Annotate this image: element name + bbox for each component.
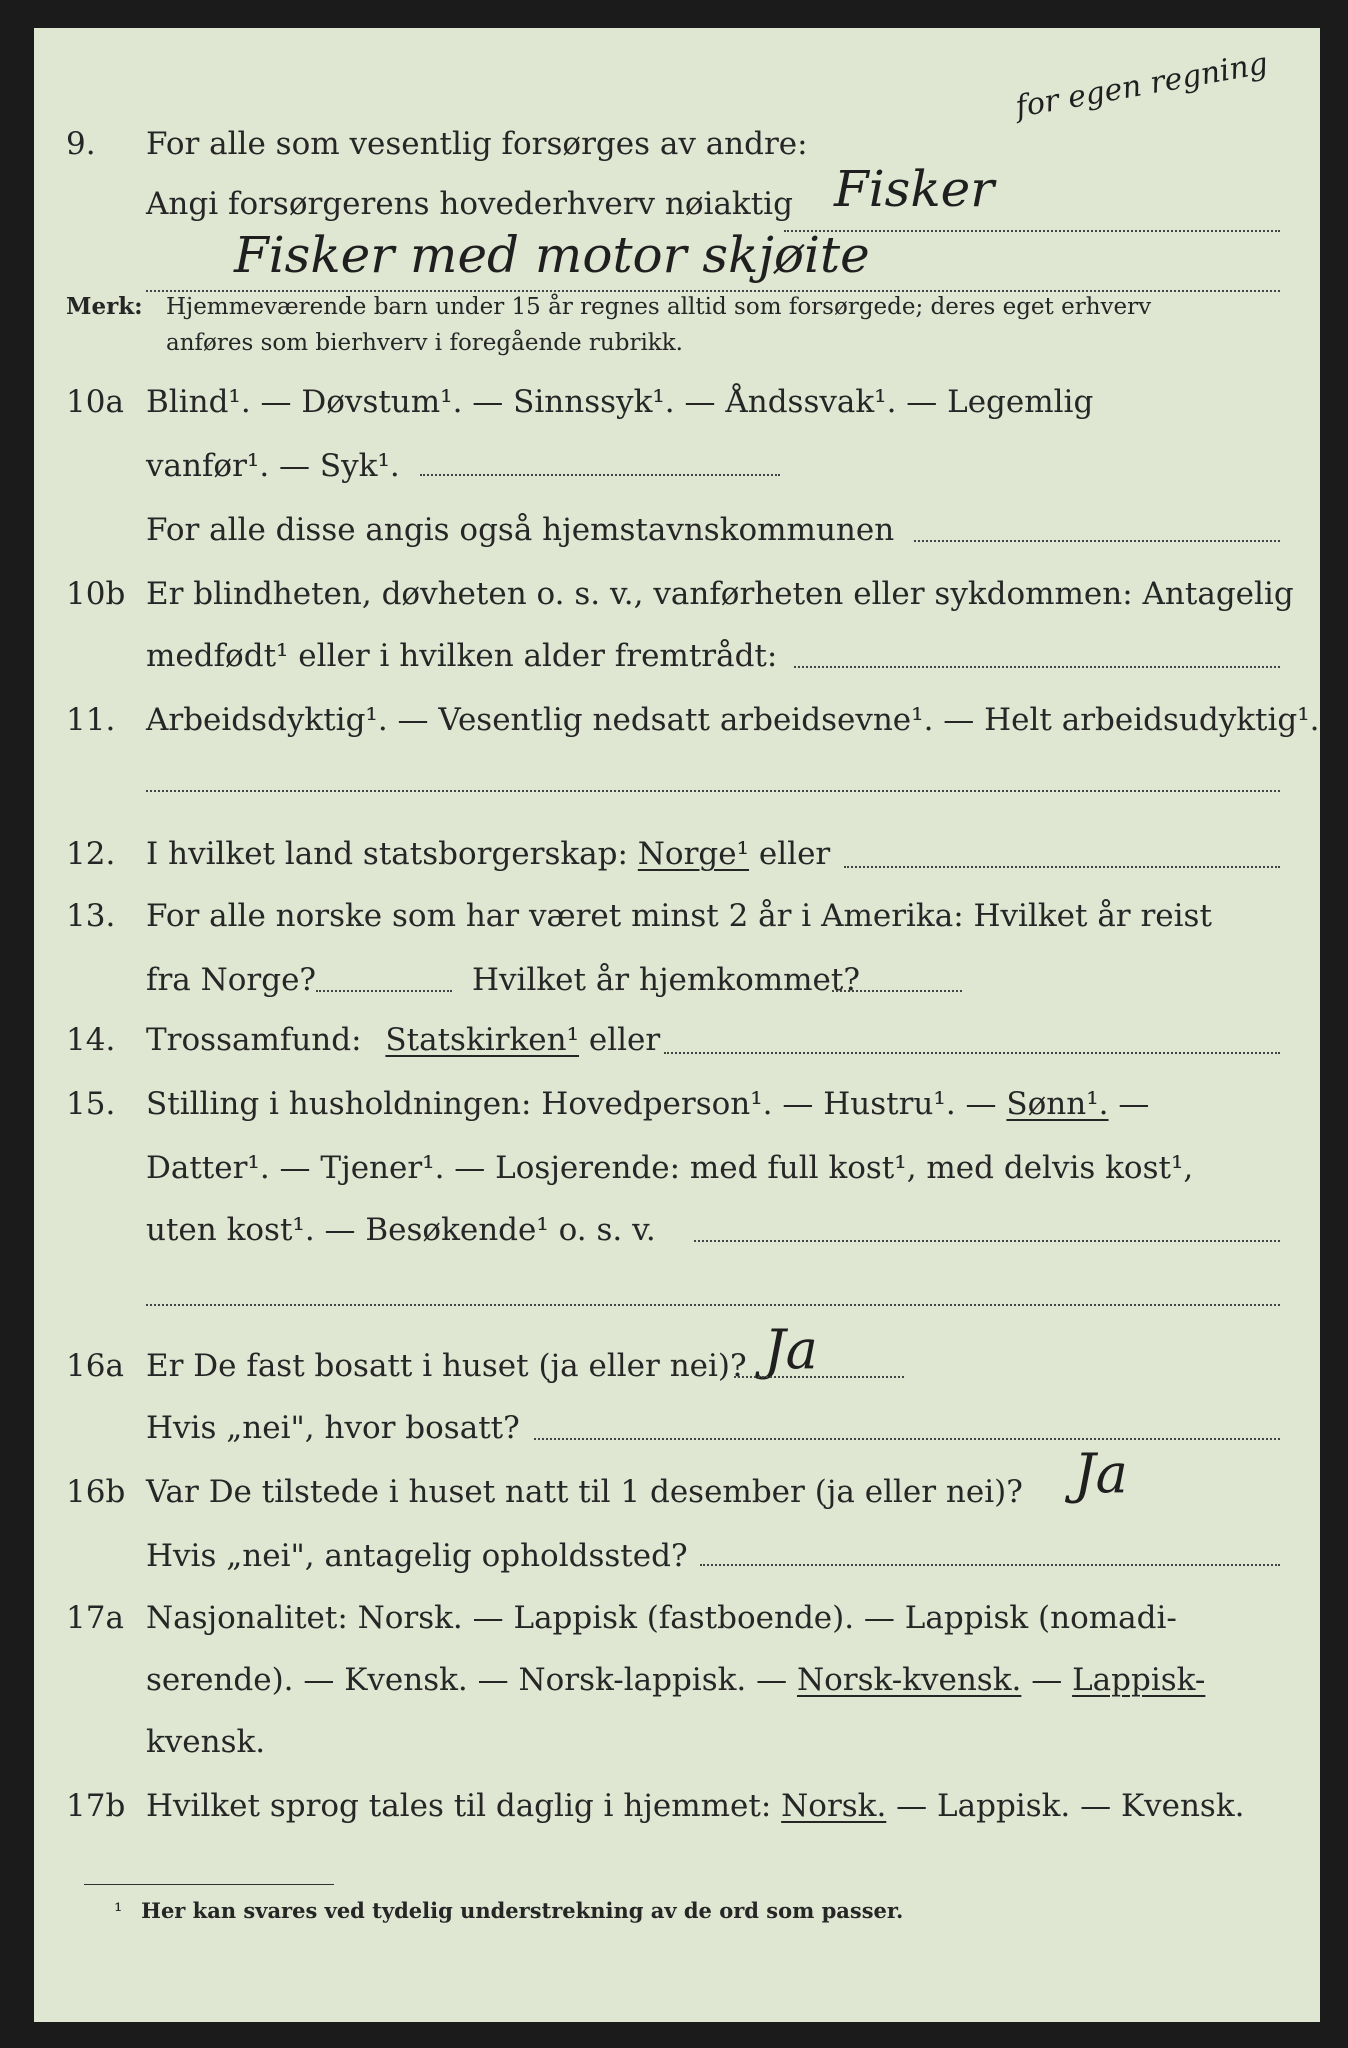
- q10a-answer-line: [420, 474, 780, 476]
- q17a-question-text-3: kvensk.: [146, 1724, 266, 1760]
- q17a-number: 17a: [66, 1600, 124, 1636]
- merk-text-2: anføres som bierhverv i foregående rubrikk.: [166, 330, 683, 356]
- q10b-row-1: [34, 566, 1320, 622]
- q15-text-group: [146, 1076, 1149, 1132]
- q16a-question-text: Er De fast bosatt i huset (ja eller nei)?: [146, 1348, 747, 1384]
- q17a-question-text: Nasjonalitet: Norsk. — Lappisk (fastboende). — Lappisk (nomadi-: [146, 1600, 1177, 1636]
- q17a-selected-norsk-kvensk: Norsk-kvensk.: [796, 1662, 1022, 1698]
- q15-row-2: [34, 1140, 1320, 1196]
- q17a-text-group: [146, 1652, 1205, 1708]
- q11-row-1: [34, 692, 1320, 748]
- footnote-divider: [84, 1884, 334, 1885]
- merk-label: Merk:: [66, 293, 143, 320]
- q9-number: 9.: [66, 126, 96, 162]
- q15-question-text-3: uten kost¹. — Besøkende¹ o. s. v.: [146, 1212, 656, 1248]
- q13-row-1: [34, 888, 1320, 944]
- q16b-opholdssted-line: [700, 1564, 1280, 1566]
- q9-row-2: [34, 176, 1320, 232]
- q11-question-text: Arbeidsdyktig¹. — Vesentlig nedsatt arbeidsevne¹. — Helt arbeidsudyktig¹.: [146, 702, 1320, 738]
- q10a-question-text: Blind¹. — Døvstum¹. — Sinnssyk¹. — Åndssvak¹. — Legemlig: [146, 384, 1094, 420]
- q10a-hjemstavn-line: [914, 540, 1280, 542]
- q9-row-1: [34, 116, 1320, 172]
- q17a-selected-lappisk: Lappisk-: [1072, 1662, 1206, 1698]
- q12-question-text: I hvilket land statsborgerskap:: [146, 836, 628, 872]
- q15-dash: —: [1118, 1086, 1150, 1122]
- footnote-mark: ¹: [114, 1899, 123, 1923]
- q10b-row-2: [34, 628, 1320, 684]
- q16b-question-text: Var De tilstede i huset natt til 1 desember (ja eller nei)?: [146, 1474, 1023, 1510]
- q10a-row-2: [34, 438, 1320, 494]
- q13-question-text: For alle norske som har været minst 2 år i Amerika: Hvilket år reist: [146, 898, 1212, 934]
- q17b-number: 17b: [66, 1788, 126, 1824]
- q16a-bosatt-line: [534, 1438, 1280, 1440]
- footnote-text: Her kan svares ved tydelig understrekning av de ord som passer.: [141, 1898, 904, 1923]
- q16a-answer-line: [734, 1376, 904, 1378]
- q14-question-text: Trossamfund:: [146, 1022, 362, 1058]
- merk-text-1: Hjemmeværende barn under 15 år regnes alltid som forsørgede; deres eget erhverv: [166, 294, 1152, 320]
- q13-hjemkommet: Hvilket år hjemkommet?: [472, 962, 860, 998]
- q15-row-1: [34, 1076, 1320, 1132]
- q17b-text-group: [146, 1778, 1244, 1834]
- q9-margin-note: for egen regning: [1012, 46, 1271, 125]
- q11-answer-line: [146, 790, 1280, 792]
- q17a-row-1: [34, 1590, 1320, 1646]
- q16a-row-1: [34, 1338, 1320, 1394]
- q16a-question-text-2: Hvis „nei", hvor bosatt?: [146, 1410, 520, 1446]
- q15-number: 15.: [66, 1086, 116, 1122]
- q16b-question-text-2: Hvis „nei", antagelig opholdssted?: [146, 1538, 688, 1574]
- q12-eller: eller: [758, 836, 831, 872]
- q12-text-group: [146, 826, 830, 882]
- q12-number: 12.: [66, 836, 116, 872]
- q17b-other-options: — Lappisk. — Kvensk.: [896, 1788, 1245, 1824]
- q17b-selected-norsk: Norsk.: [781, 1788, 887, 1824]
- q17b-question-text: Hvilket sprog tales til daglig i hjemmet:: [146, 1788, 772, 1824]
- q10a-row-3: [34, 502, 1320, 558]
- q12-row: [34, 826, 1320, 882]
- q9-handwritten-answer: Fisker: [834, 160, 995, 218]
- q15-answer-line-2: [146, 1304, 1280, 1306]
- q12-selected-norge: Norge¹: [637, 836, 750, 872]
- q10a-number: 10a: [66, 384, 124, 420]
- q15-answer-line: [694, 1240, 1280, 1242]
- q10b-question-text: Er blindheten, døvheten o. s. v., vanførheten eller sykdommen: Antagelig: [146, 576, 1294, 612]
- q10b-number: 10b: [66, 576, 126, 612]
- census-form-page: [34, 28, 1320, 2022]
- q16b-number: 16b: [66, 1474, 126, 1510]
- q10b-answer-line: [794, 666, 1280, 668]
- q14-answer-line: [664, 1052, 1280, 1054]
- q10b-question-text-2: medfødt¹ eller i hvilken alder fremtrådt:: [146, 638, 778, 674]
- q13-row-2: [34, 952, 1320, 1008]
- footnote: [114, 1898, 903, 1923]
- q10a-question-text-2: vanfør¹. — Syk¹.: [146, 448, 400, 484]
- q17a-question-text-2: serende). — Kvensk. — Norsk-lappisk. —: [146, 1662, 788, 1698]
- q14-row: [34, 1012, 1320, 1068]
- q15-question-text: Stilling i husholdningen: Hovedperson¹. — Hustru¹. —: [146, 1086, 997, 1122]
- q9-handwritten-answer-2: Fisker med motor skjøite: [234, 226, 870, 284]
- q11-number: 11.: [66, 702, 116, 738]
- q14-selected-statskirken: Statskirken¹: [385, 1022, 579, 1058]
- q17a-row-2: [34, 1652, 1320, 1708]
- q16a-handwritten-answer: Ja: [764, 1318, 818, 1381]
- q17b-row: [34, 1778, 1320, 1834]
- q15-row-3: [34, 1202, 1320, 1258]
- q13-hjemkommet-line: [832, 990, 962, 992]
- q13-reist-line: [316, 990, 452, 992]
- q10a-row-1: [34, 374, 1320, 430]
- q16b-row-2: [34, 1528, 1320, 1584]
- q13-number: 13.: [66, 898, 116, 934]
- q17a-row-3: [34, 1714, 1320, 1770]
- q14-eller: eller: [588, 1022, 661, 1058]
- q9-question-text: For alle som vesentlig forsørges av andre:: [146, 126, 808, 162]
- q14-text-group: [146, 1012, 660, 1068]
- q17a-dash: —: [1031, 1662, 1063, 1698]
- q16b-handwritten-answer: Ja: [1074, 1442, 1128, 1505]
- q15-question-text-2: Datter¹. — Tjener¹. — Losjerende: med full kost¹, med delvis kost¹,: [146, 1150, 1194, 1186]
- q13-fra-norge: fra Norge?: [146, 962, 317, 998]
- q16a-number: 16a: [66, 1348, 124, 1384]
- q12-answer-line: [844, 866, 1280, 868]
- q15-selected-sonn: Sønn¹.: [1006, 1086, 1109, 1122]
- q9-question-text-2: Angi forsørgerens hovederhverv nøiaktig: [146, 186, 793, 222]
- q14-number: 14.: [66, 1022, 116, 1058]
- q10a-question-text-3: For alle disse angis også hjemstavnskommunen: [146, 512, 895, 548]
